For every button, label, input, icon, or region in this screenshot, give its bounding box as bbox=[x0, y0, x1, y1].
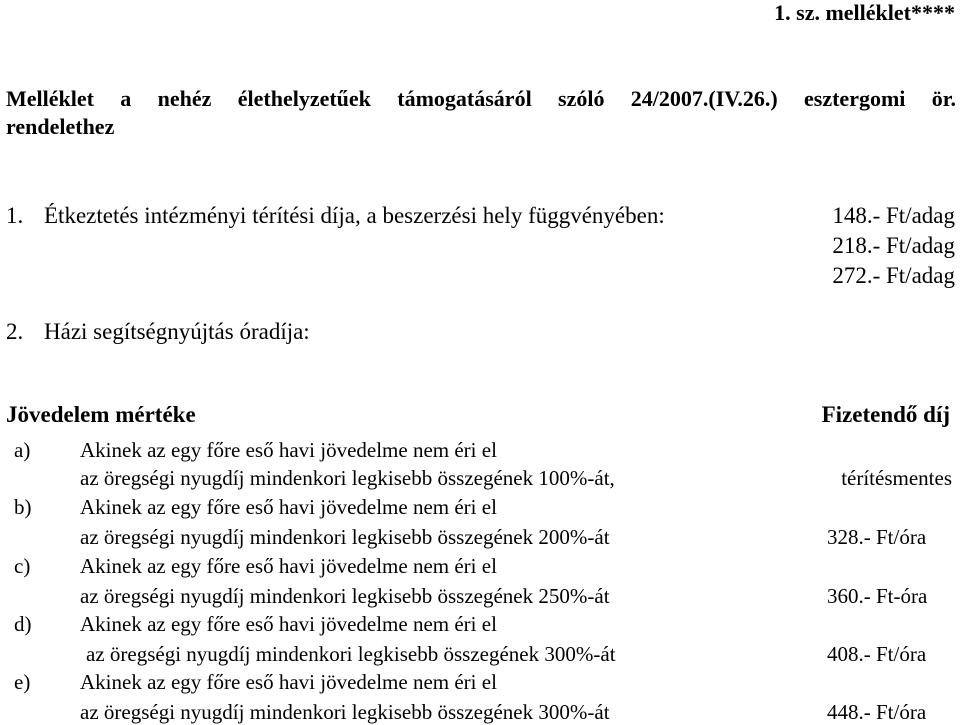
section1-text: Étkeztetés intézményi térítési díja, a beszerzési hely függvényében: bbox=[44, 203, 665, 228]
row-b-line1: Akinek az egy főre eső havi jövedelme nem éri el bbox=[80, 495, 497, 519]
section2-number: 2. bbox=[6, 319, 24, 344]
row-c-line1: Akinek az egy főre eső havi jövedelme nem éri el bbox=[80, 554, 497, 578]
row-e-line2: az öregségi nyugdíj mindenkori legkisebb összegének 300%-át bbox=[80, 700, 610, 724]
row-a-letter: a) bbox=[14, 438, 31, 462]
section1-price-1: 148.- Ft/adag bbox=[832, 203, 955, 228]
section1-number: 1. bbox=[6, 203, 24, 228]
table-header-fee: Fizetendő díj bbox=[821, 402, 950, 427]
row-c-fee: 360.- Ft-óra bbox=[827, 584, 928, 608]
annex-label: 1. sz. melléklet**** bbox=[774, 0, 955, 25]
section2-text: Házi segítségnyújtás óradíja: bbox=[44, 319, 310, 344]
row-b-fee: 328.- Ft/óra bbox=[827, 525, 927, 549]
row-c-letter: c) bbox=[14, 554, 31, 578]
document-title-line2: rendelethez bbox=[6, 114, 115, 139]
row-e-letter: e) bbox=[14, 670, 31, 694]
row-a-line1: Akinek az egy főre eső havi jövedelme nem éri el bbox=[80, 438, 497, 462]
row-a-line2: az öregségi nyugdíj mindenkori legkisebb összegének 100%-át, bbox=[80, 466, 615, 490]
row-d-line2: az öregségi nyugdíj mindenkori legkisebb összegének 300%-át bbox=[86, 642, 616, 666]
row-a-fee: térítésmentes bbox=[841, 466, 952, 490]
row-c-line2: az öregségi nyugdíj mindenkori legkisebb összegének 250%-át bbox=[80, 584, 610, 608]
row-d-fee: 408.- Ft/óra bbox=[827, 642, 927, 666]
section1-price-3: 272.- Ft/adag bbox=[832, 263, 955, 288]
row-e-line1: Akinek az egy főre eső havi jövedelme nem éri el bbox=[80, 670, 497, 694]
row-e-fee: 448.- Ft/óra bbox=[827, 700, 927, 724]
row-b-letter: b) bbox=[14, 495, 32, 519]
row-d-line1: Akinek az egy főre eső havi jövedelme nem éri el bbox=[80, 612, 497, 636]
table-header-income: Jövedelem mértéke bbox=[6, 402, 196, 427]
document-title-line1: Melléklet a nehéz élethelyzetűek támogatásáról szóló 24/2007.(IV.26.) esztergomi ör. bbox=[6, 86, 956, 111]
row-b-line2: az öregségi nyugdíj mindenkori legkisebb összegének 200%-át bbox=[80, 525, 610, 549]
row-d-letter: d) bbox=[14, 612, 32, 636]
section1-price-2: 218.- Ft/adag bbox=[832, 233, 955, 258]
